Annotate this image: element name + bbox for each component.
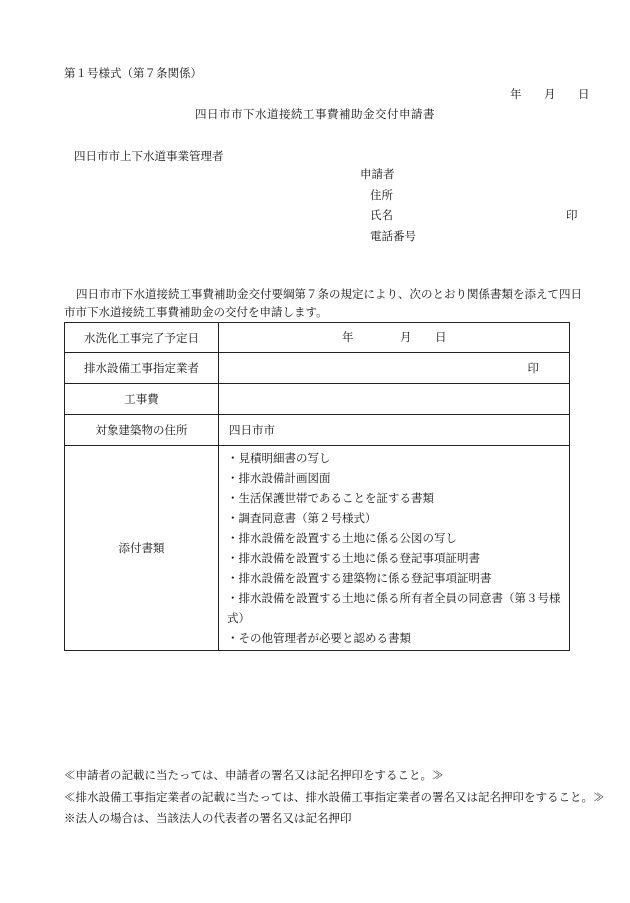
- attachment-item: ・調査同意書（第２号様式）: [227, 511, 377, 525]
- attachment-item: ・排水設備を設置する土地に係る所有者全員の同意書（第３号様式）: [227, 591, 561, 625]
- contractor-seal: 印: [527, 361, 539, 375]
- body-text: 四日市市下水道接続工事費補助金交付要綱第７条の規定により、次のとおり関係書類を添えて四日市市下水道接続工事費補助金の交付を申請します。: [64, 287, 582, 319]
- completion-day: 日: [435, 329, 447, 344]
- applicant-phone-label: 電話番号: [370, 229, 416, 243]
- date-year: 年: [510, 87, 522, 101]
- note-applicant: ≪申請者の記載に当たっては、申請者の署名又は記名押印をすること。≫: [64, 768, 444, 782]
- form-number: 第１号様式（第７条関係）: [64, 66, 202, 80]
- applicant-heading: 申請者: [360, 167, 395, 181]
- date-day: 日: [578, 87, 590, 101]
- row-building-address: [65, 415, 570, 446]
- application-table: [64, 322, 570, 651]
- attachment-item: ・その他管理者が必要と認める書類: [227, 631, 411, 645]
- row-completion-date: [65, 323, 570, 353]
- note-contractor: ≪排水設備工事指定業者の記載に当たっては、排水設備工事指定業者の署名又は記名押印をすること。≫: [64, 790, 605, 804]
- attachment-item: ・排水設備計画図面: [227, 471, 331, 485]
- attachments-label: 添付書類: [65, 446, 219, 651]
- applicant-name-label: 氏名: [370, 208, 393, 222]
- date-month: 月: [544, 87, 556, 101]
- attachment-item: ・生活保護世帯であることを証する書類: [227, 491, 434, 505]
- completion-date-cell: [219, 323, 570, 353]
- attachment-item: ・排水設備を設置する建築物に係る登記事項証明書: [227, 571, 492, 585]
- attachment-item: ・排水設備を設置する土地に係る公図の写し: [227, 531, 457, 545]
- attachment-item: ・排水設備を設置する土地に係る登記事項証明書: [227, 551, 480, 565]
- attachment-item: ・見積明細書の写し: [227, 451, 331, 465]
- cost-label: 工事費: [65, 384, 219, 415]
- row-contractor: [65, 353, 570, 384]
- applicant-seal: 印: [566, 208, 578, 222]
- attachments-list: [219, 446, 569, 650]
- building-address-label: 対象建築物の住所: [65, 415, 219, 446]
- cost-cell: [219, 384, 570, 415]
- contractor-label: 排水設備工事指定業者: [65, 353, 219, 384]
- completion-label: 水洗化工事完了予定日: [65, 323, 219, 353]
- row-cost: [65, 384, 570, 415]
- addressee: 四日市市上下水道事業管理者: [74, 149, 224, 163]
- completion-year: 年: [342, 329, 354, 344]
- row-attachments: [65, 446, 570, 651]
- applicant-address-label: 住所: [370, 188, 393, 202]
- note-corporation: ※法人の場合は、当該法人の代表者の署名又は記名押印: [64, 811, 352, 825]
- completion-month: 月: [400, 329, 412, 344]
- contractor-cell: [219, 353, 570, 384]
- document-title: 四日市市下水道接続工事費補助金交付申請書: [195, 107, 435, 121]
- building-address-value: 四日市市: [219, 415, 570, 446]
- attachments-cell: [219, 446, 570, 651]
